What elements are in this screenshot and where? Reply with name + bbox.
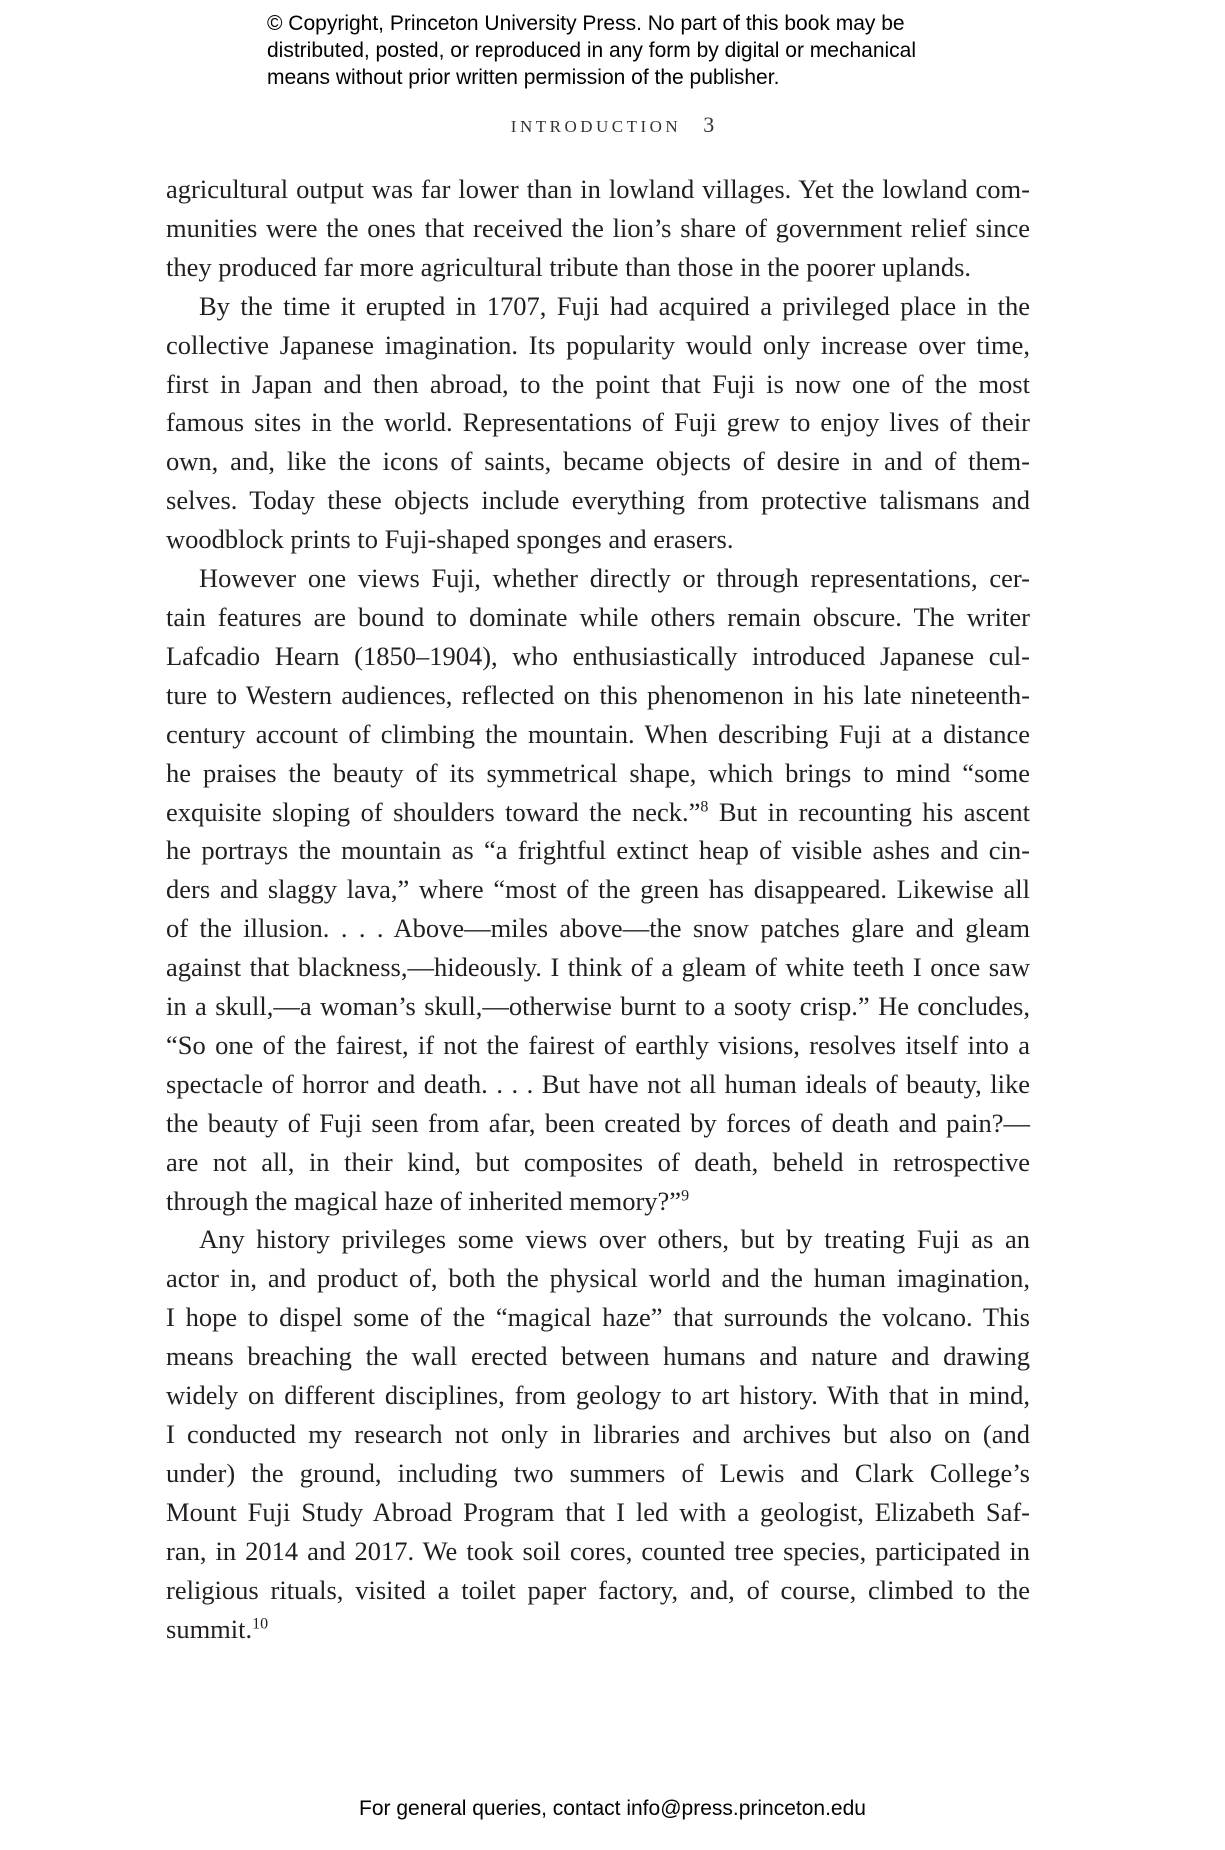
text-line: I hope to dispel some of the “magical haze” that surrounds the volcano. This [166,1302,1030,1333]
text-line: first in Japan and then abroad, to the point that Fuji is now one of the most [166,368,1030,399]
text-line: I conducted my research not only in libraries and archives but also on (and [166,1419,1030,1449]
text-line: ran, in 2014 and 2017. We took soil cores, counted tree species, participated in [166,1535,1030,1566]
text-line: Lafcadio Hearn (1850–1904), who enthusiastically introduced Japanese cul- [166,640,1030,671]
text-line [166,793,1030,832]
text-line: agricultural output was far lower than in lowland villages. Yet the lowland com- [166,174,1030,204]
text-line: are not all, in their kind, but composites of death, beheld in retrospective [166,1146,1030,1177]
text-line: ders and slaggy lava,” where “most of the green has disappeared. Likewise all [166,874,1030,905]
text-line: selves. Today these objects include everything from protective talismans and [166,485,1030,516]
text-line [166,1182,1030,1221]
text-line: widely on different disciplines, from geology to art history. With that in mind, [166,1380,1030,1411]
text-segment: But in recounting his ascent [708,796,1030,827]
text-line: collective Japanese imagination. Its popularity would only increase over time, [166,329,1030,360]
paragraph [166,559,1030,1220]
text-line: However one views Fuji, whether directly or through representations, cer- [199,563,1030,594]
text-line: munities were the ones that received the lion’s share of government relief since [166,212,1030,243]
text-line: actor in, and product of, both the physical world and the human imagination, [166,1263,1030,1294]
text-line: spectacle of horror and death. . . . But have not all human ideals of beauty, like [166,1068,1030,1099]
text-segment: summit. [166,1613,253,1644]
text-line: Any history privileges some views over others, but by treating Fuji as an [199,1224,1030,1255]
text-line: they produced far more agricultural tribute than those in the poorer uplands. [166,251,972,282]
footnote-marker: 8 [700,797,709,815]
chapter-title: INTRODUCTION [510,117,682,136]
paragraph [166,170,1030,287]
text-line: “So one of the fairest, if not the fairest of earthly visions, resolves itself into a [166,1029,1030,1060]
footnote-marker: 10 [252,1614,269,1632]
text-line: century account of climbing the mountain. When describing Fuji at a distance [166,718,1030,749]
copyright-line: means without prior written permission of the publisher. [267,66,780,89]
copyright-notice [267,10,1027,91]
text-line: in a skull,—a woman’s skull,—otherwise burnt to a sooty crisp.” He concludes, [166,991,1030,1022]
paragraph [166,1220,1030,1648]
text-line: he portrays the mountain as “a frightful extinct heap of visible ashes and cin- [166,835,1030,866]
text-line: own, and, like the icons of saints, became objects of desire in and of them- [166,446,1030,477]
footer-contact: For general queries, contact info@press.princeton.edu [359,1797,866,1820]
paragraph [166,287,1030,559]
text-line: famous sites in the world. Representations of Fuji grew to enjoy lives of their [166,407,1030,438]
text-line: ture to Western audiences, reflected on this phenomenon in his late nineteenth- [166,679,1030,710]
copyright-line: © Copyright, Princeton University Press. No part of this book may be [267,12,905,35]
text-line: of the illusion. . . . Above—miles above—the snow patches glare and gleam [166,913,1030,944]
text-line: means breaching the wall erected between humans and nature and drawing [166,1341,1030,1372]
text-line: By the time it erupted in 1707, Fuji had acquired a privileged place in the [199,290,1030,321]
copyright-line: distributed, posted, or reproduced in any form by digital or mechanical [267,39,917,62]
footnote-marker: 9 [681,1186,690,1204]
text-line [166,1610,1030,1649]
text-line: the beauty of Fuji seen from afar, been created by forces of death and pain?— [166,1107,1030,1138]
text-line: tain features are bound to dominate while others remain obscure. The writer [166,601,1030,632]
running-head [0,112,1225,138]
text-segment: exquisite sloping of shoulders toward the neck.” [166,796,701,827]
page-number: 3 [703,112,715,137]
text-segment: through the magical haze of inherited memory?” [166,1185,682,1216]
body-text [166,170,1030,1648]
text-line: under) the ground, including two summers of Lewis and Clark College’s [166,1457,1030,1488]
text-line: he praises the beauty of its symmetrical shape, which brings to mind “some [166,757,1030,788]
text-line: religious rituals, visited a toilet paper factory, and, of course, climbed to the [166,1574,1030,1605]
text-line: woodblock prints to Fuji-shaped sponges and erasers. [166,524,734,555]
text-line: against that blackness,—hideously. I think of a gleam of white teeth I once saw [166,952,1030,983]
text-line: Mount Fuji Study Abroad Program that I led with a geologist, Elizabeth Saf- [166,1496,1030,1527]
